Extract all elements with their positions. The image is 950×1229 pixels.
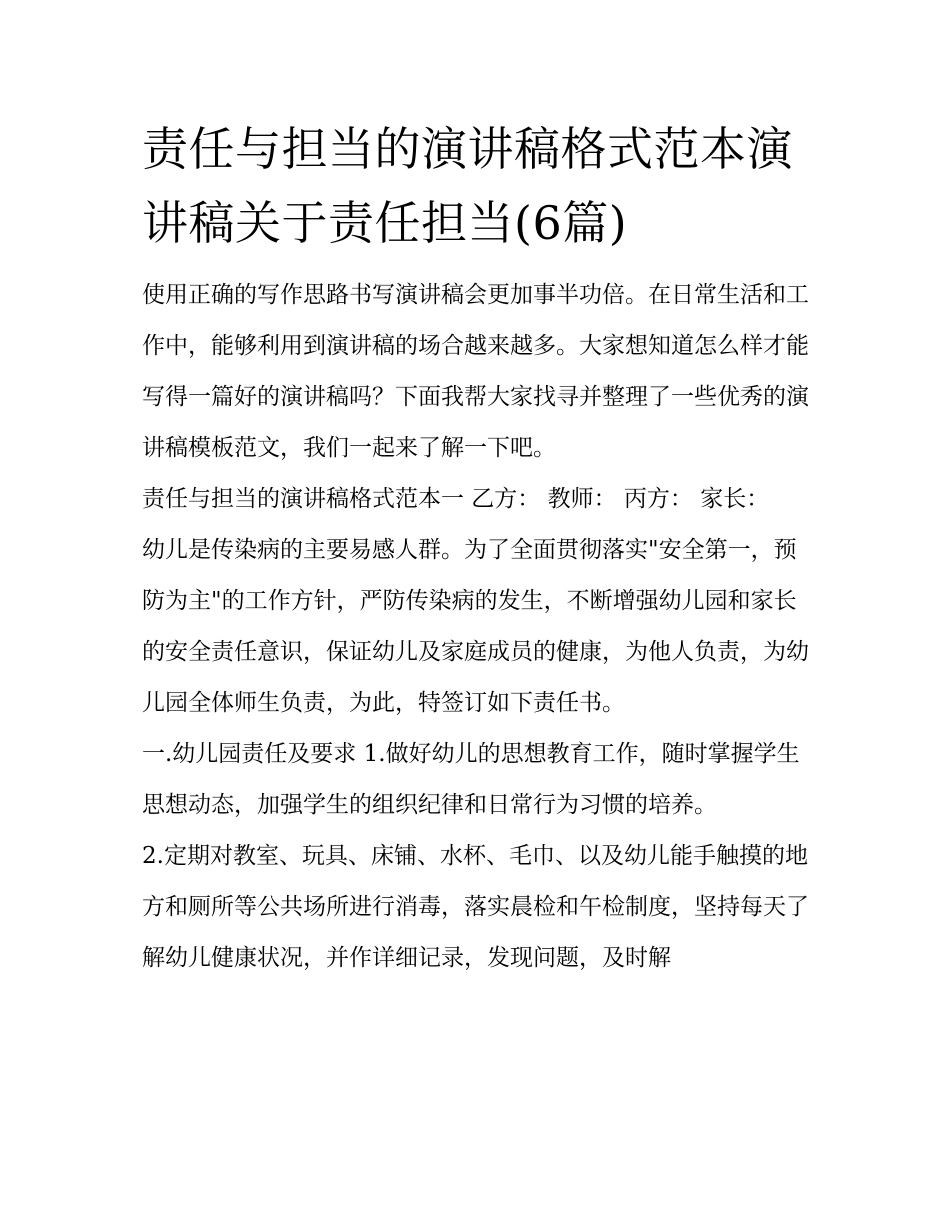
body-paragraph: 幼儿是传染病的主要易感人群。为了全面贯彻落实"安全第一，预防为主"的工作方针，严防传染病的发生，不断增强幼儿园和家长的安全责任意识，保证幼儿及家庭成员的健康，为他人负责，为幼儿园全体师生负责，为此，特签订如下责任书。: [142, 537, 809, 716]
intro-paragraph: 使用正确的写作思路书写演讲稿会更加事半功倍。在日常生活和工作中，能够利用到演讲稿的场合越来越多。大家想知道怎么样才能写得一篇好的演讲稿吗？下面我帮大家找寻并整理了一些优秀的演讲稿模板范文，我们一起来了解一下吧。: [142, 282, 809, 461]
body-paragraph: 2.定期对教室、玩具、床铺、水杯、毛巾、以及幼儿能手触摸的地方和厕所等公共场所进行消毒，落实晨检和午检制度，坚持每天了解幼儿健康状况，并作详细记录，发现问题，及时解: [142, 843, 809, 971]
body-paragraph: 一.幼儿园责任及要求 1.做好幼儿的思想教育工作，随时掌握学生思想动态，加强学生的组织纪律和日常行为习惯的培养。: [142, 741, 800, 818]
section-heading-paragraph: 责任与担当的演讲稿格式范本一 乙方： 教师： 丙方： 家长：: [142, 486, 770, 512]
document-title: 责任与担当的演讲稿格式范本演讲稿关于责任担当(6篇): [142, 122, 793, 250]
document-body: [142, 112, 818, 984]
